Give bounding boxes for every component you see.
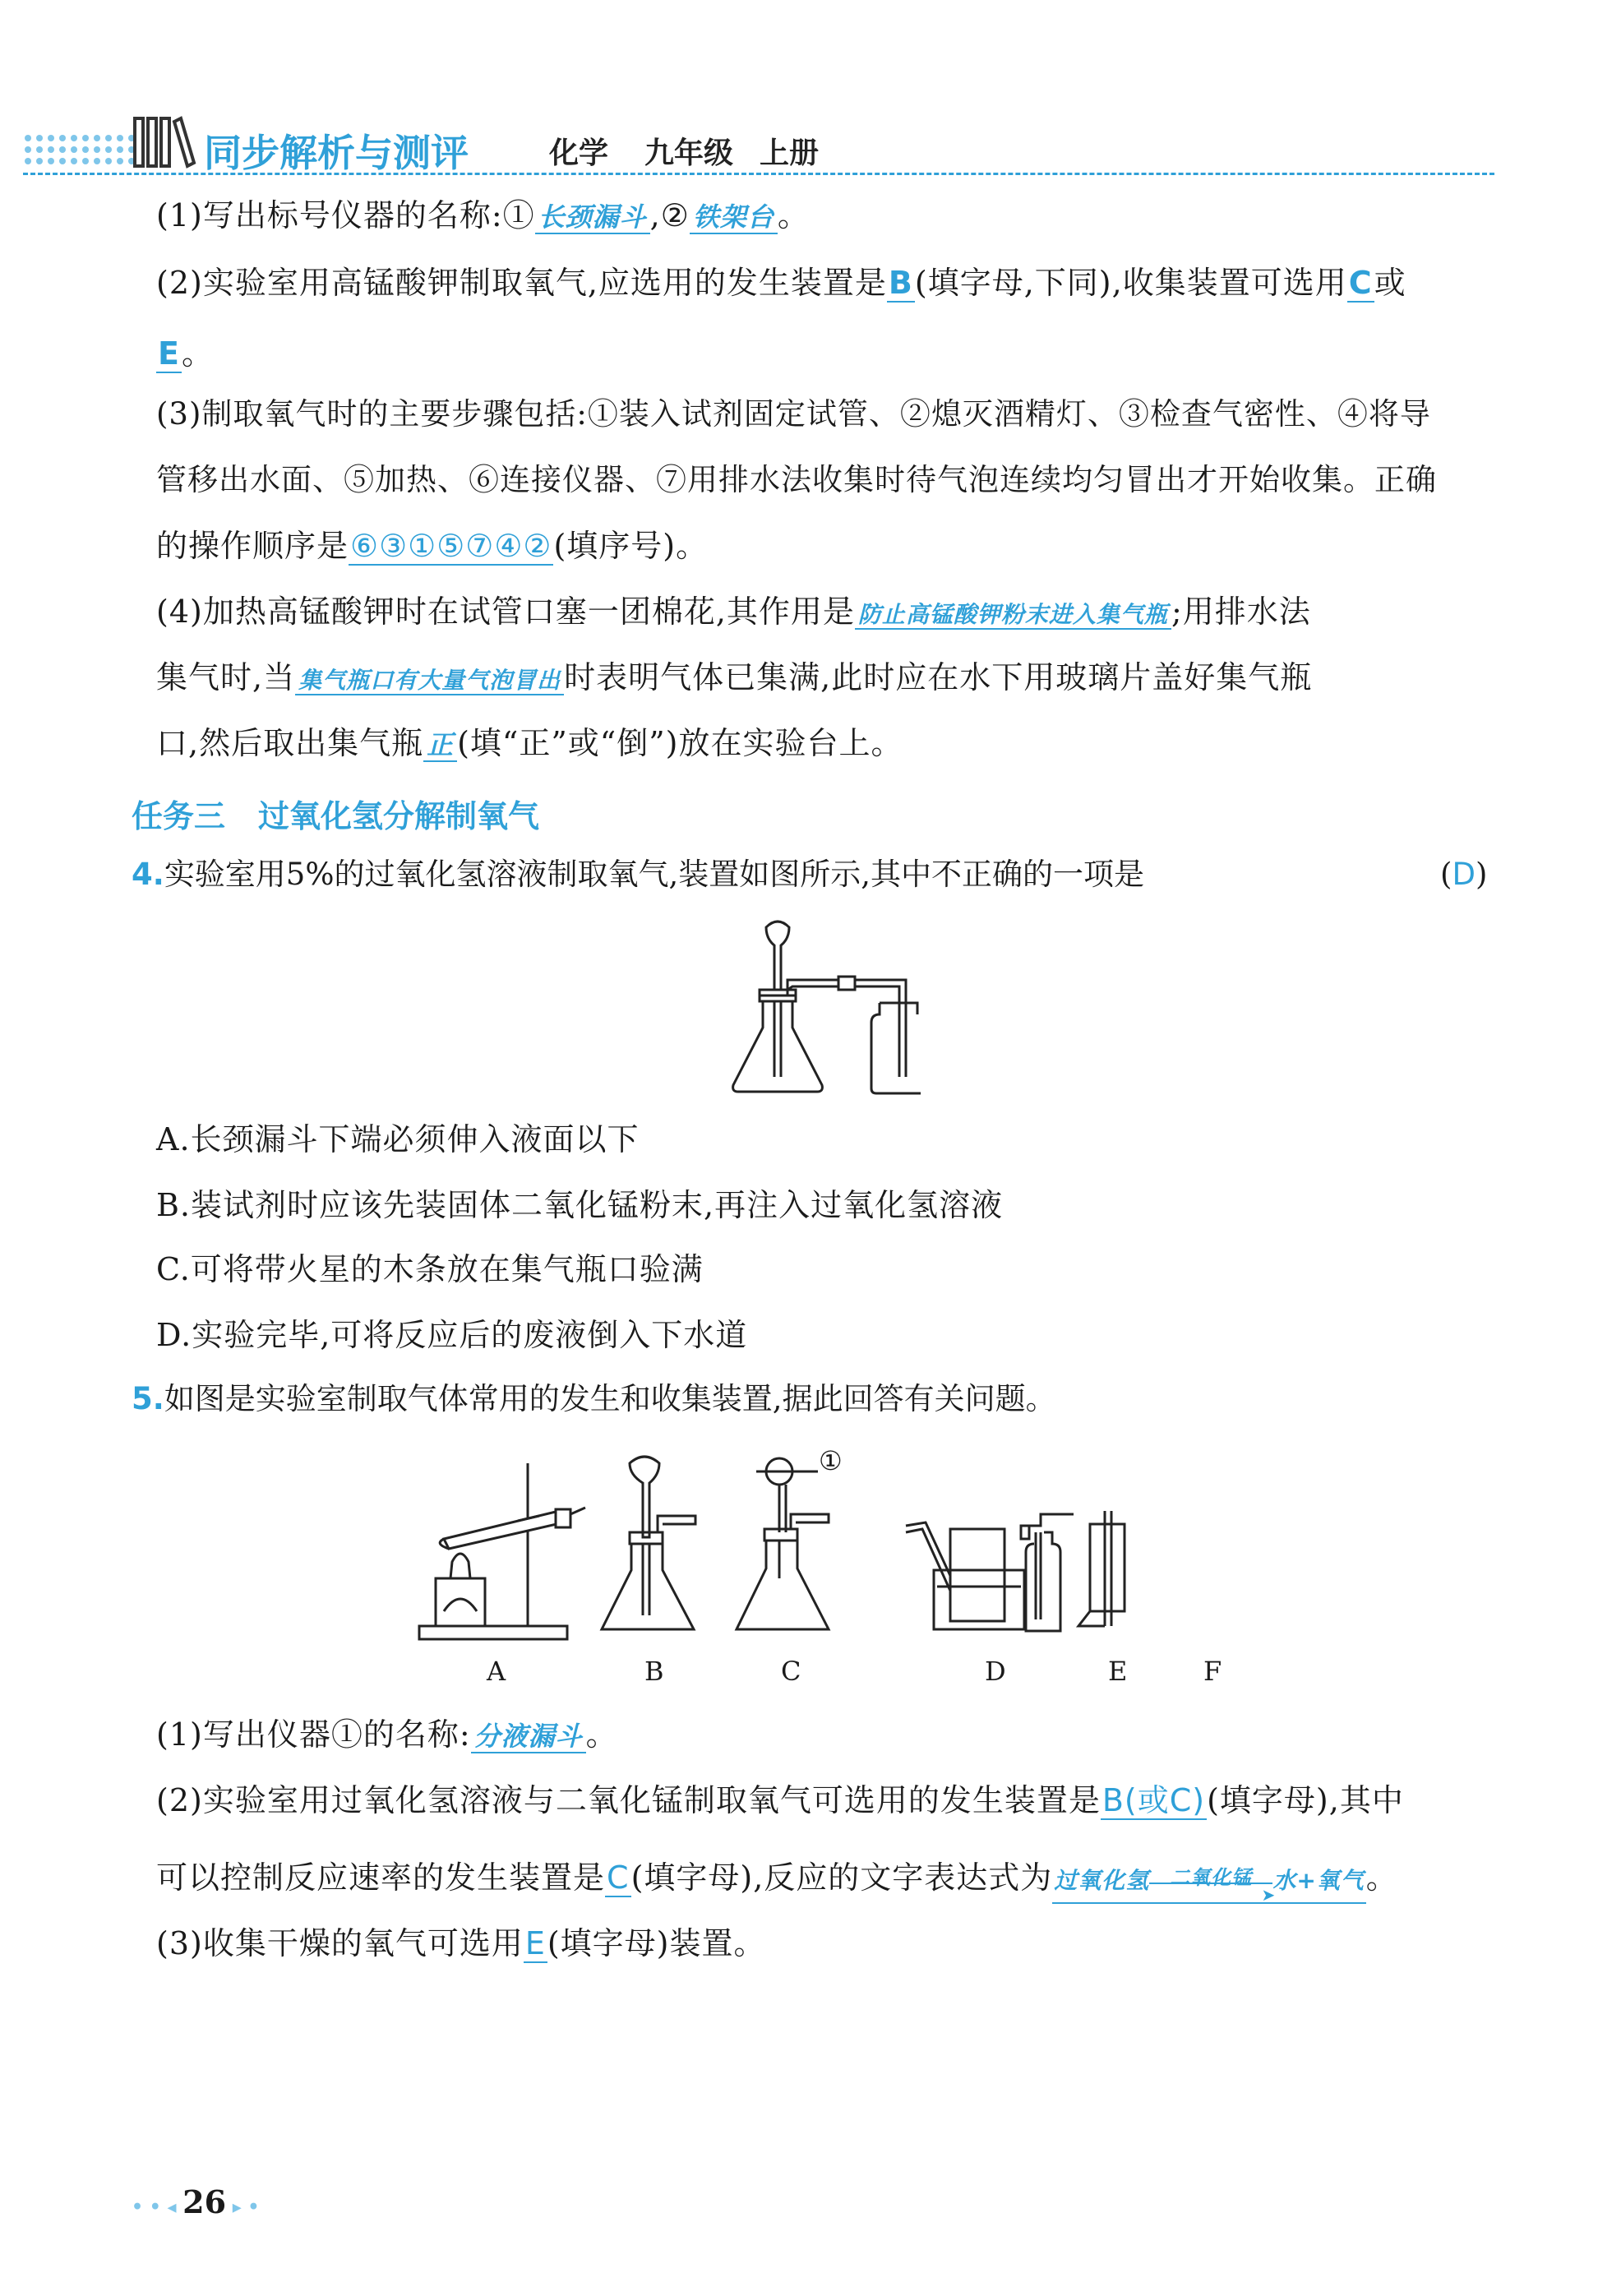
reaction-condition: 二氧化锰 — [1170, 1866, 1253, 1889]
q4-option-d: D.实验完毕,可将反应后的废液倒入下水道 — [156, 1317, 748, 1353]
answer-blank: ⑥③①⑤⑦④② — [350, 528, 552, 564]
apparatus-b — [602, 1457, 695, 1629]
answer-blank: 防止高锰酸钾粉末进入集气瓶 — [855, 601, 1171, 630]
q3-part3-line2: 管移出水面、⑤加热、⑥连接仪器、⑦用排水法收集时待气泡连续均匀冒出才开始收集。正确 — [156, 462, 1437, 497]
apparatus-e — [1021, 1514, 1074, 1631]
header-title: 同步解析与测评 — [204, 131, 469, 175]
answer-choice: D — [1452, 857, 1476, 892]
answer-blank: 长颈漏斗 — [535, 201, 650, 234]
apparatus-f — [1078, 1511, 1125, 1626]
answer-blank: C — [1348, 265, 1373, 301]
answer-blank: B — [888, 265, 913, 301]
q4-option-b: B.装试剂时应该先装固体二氧化锰粉末,再注入过氧化氢溶液 — [156, 1187, 1004, 1223]
arrow-icon: ➤ — [1261, 1885, 1277, 1905]
q3-part4-line1: (4)加热高锰酸钾时在试管口塞一团棉花,其作用是 防止高锰酸钾粉末进入集气瓶 ;用排水法 — [156, 594, 1311, 630]
q3-part2: (2)实验室用高锰酸钾制取氧气,应选用的发生装置是B(填字母,下同),收集装置可选用C或 — [156, 265, 1406, 301]
dots-left-decoration: • • ◂ — [132, 2197, 183, 2218]
q4-stem: 4.实验室用5%的过氧化氢溶液制取氧气,装置如图所示,其中不正确的一项是 — [132, 857, 1145, 892]
section-heading: 任务三 过氧化氢分解制氧气 — [132, 798, 540, 834]
header-grade: 九年级 — [644, 136, 734, 170]
header-dots-decoration — [23, 132, 146, 173]
q4-option-c: C.可将带火星的木条放在集气瓶口验满 — [156, 1251, 704, 1287]
fig-label-b: B — [644, 1656, 664, 1687]
q3-part2-cont: E。 — [158, 335, 214, 372]
answer-blank: 正 — [423, 729, 457, 762]
q4-answer: (D) — [1440, 857, 1488, 892]
q5-part3: (3)收集干燥的氧气可选用E(填字母)装置。 — [156, 1925, 766, 1961]
q5-part1: (1)写出仪器①的名称: 分液漏斗 。 — [156, 1716, 618, 1753]
fig-label-a: A — [487, 1656, 506, 1687]
q5-stem: 5.如图是实验室制取气体常用的发生和收集装置,据此回答有关问题。 — [132, 1381, 1056, 1416]
q3-part4-line2: 集气时,当 集气瓶口有大量气泡冒出 时表明气体已集满,此时应在水下用玻璃片盖好集气瓶 — [156, 659, 1313, 695]
q5-part2-line2: 可以控制反应速率的发生装置是C(填字母),反应的文字表达式为过氧化氢 二氧化锰 ➤ 水+氧气。 — [156, 1856, 1398, 1904]
q3-part1: (1)写出标号仪器的名称:① 长颈漏斗 ,② 铁架台 。 — [156, 197, 810, 233]
q5-apparatus-diagram — [411, 1447, 1266, 1669]
page-number: • • ◂ 26 ▸ • — [132, 2183, 260, 2220]
fig-label-d: D — [985, 1656, 1006, 1687]
answer-blank: E — [158, 335, 180, 372]
header-subject: 化学 — [549, 136, 609, 170]
apparatus-c — [737, 1458, 829, 1629]
fig-label-c: C — [781, 1656, 801, 1687]
question-number: 5. — [132, 1381, 164, 1416]
q3-part4-line3: 口,然后取出集气瓶 正 (填“正”或“倒”)放在实验台上。 — [156, 725, 903, 761]
q3-part3-line1: (3)制取氧气时的主要步骤包括:①装入试剂固定试管、②熄灭酒精灯、③检查气密性、④将导 — [156, 396, 1431, 432]
answer-blank: 分液漏斗 — [471, 1721, 586, 1753]
apparatus-d — [906, 1522, 1024, 1629]
apparatus-a — [419, 1463, 585, 1639]
dots-right-decoration: ▸ • — [226, 2197, 260, 2218]
books-logo-icon — [132, 113, 197, 171]
answer-blank: 铁架台 — [690, 201, 778, 234]
header-volume: 上册 — [760, 136, 820, 170]
answer-blank: B(或C) — [1102, 1782, 1206, 1818]
question-number: 4. — [132, 857, 164, 892]
q4-apparatus-diagram — [723, 912, 921, 1102]
marker-label: ① — [819, 1445, 843, 1476]
header-dashed-rule — [23, 173, 1494, 175]
q3-part3-line3: 的操作顺序是⑥③①⑤⑦④②(填序号)。 — [156, 528, 709, 564]
q5-part2-line1: (2)实验室用过氧化氢溶液与二氧化锰制取氧气可选用的发生装置是B(或C)(填字母),其中 — [156, 1782, 1404, 1818]
word-equation: 过氧化氢 二氧化锰 ➤ 水+氧气 — [1052, 1859, 1365, 1904]
q4-option-a: A.长颈漏斗下端必须伸入液面以下 — [156, 1121, 640, 1157]
answer-blank: C — [607, 1859, 630, 1896]
fig-label-f: F — [1203, 1656, 1222, 1687]
fig-label-e: E — [1108, 1656, 1128, 1687]
answer-blank: 集气瓶口有大量气泡冒出 — [295, 667, 564, 695]
answer-blank: E — [524, 1925, 546, 1961]
